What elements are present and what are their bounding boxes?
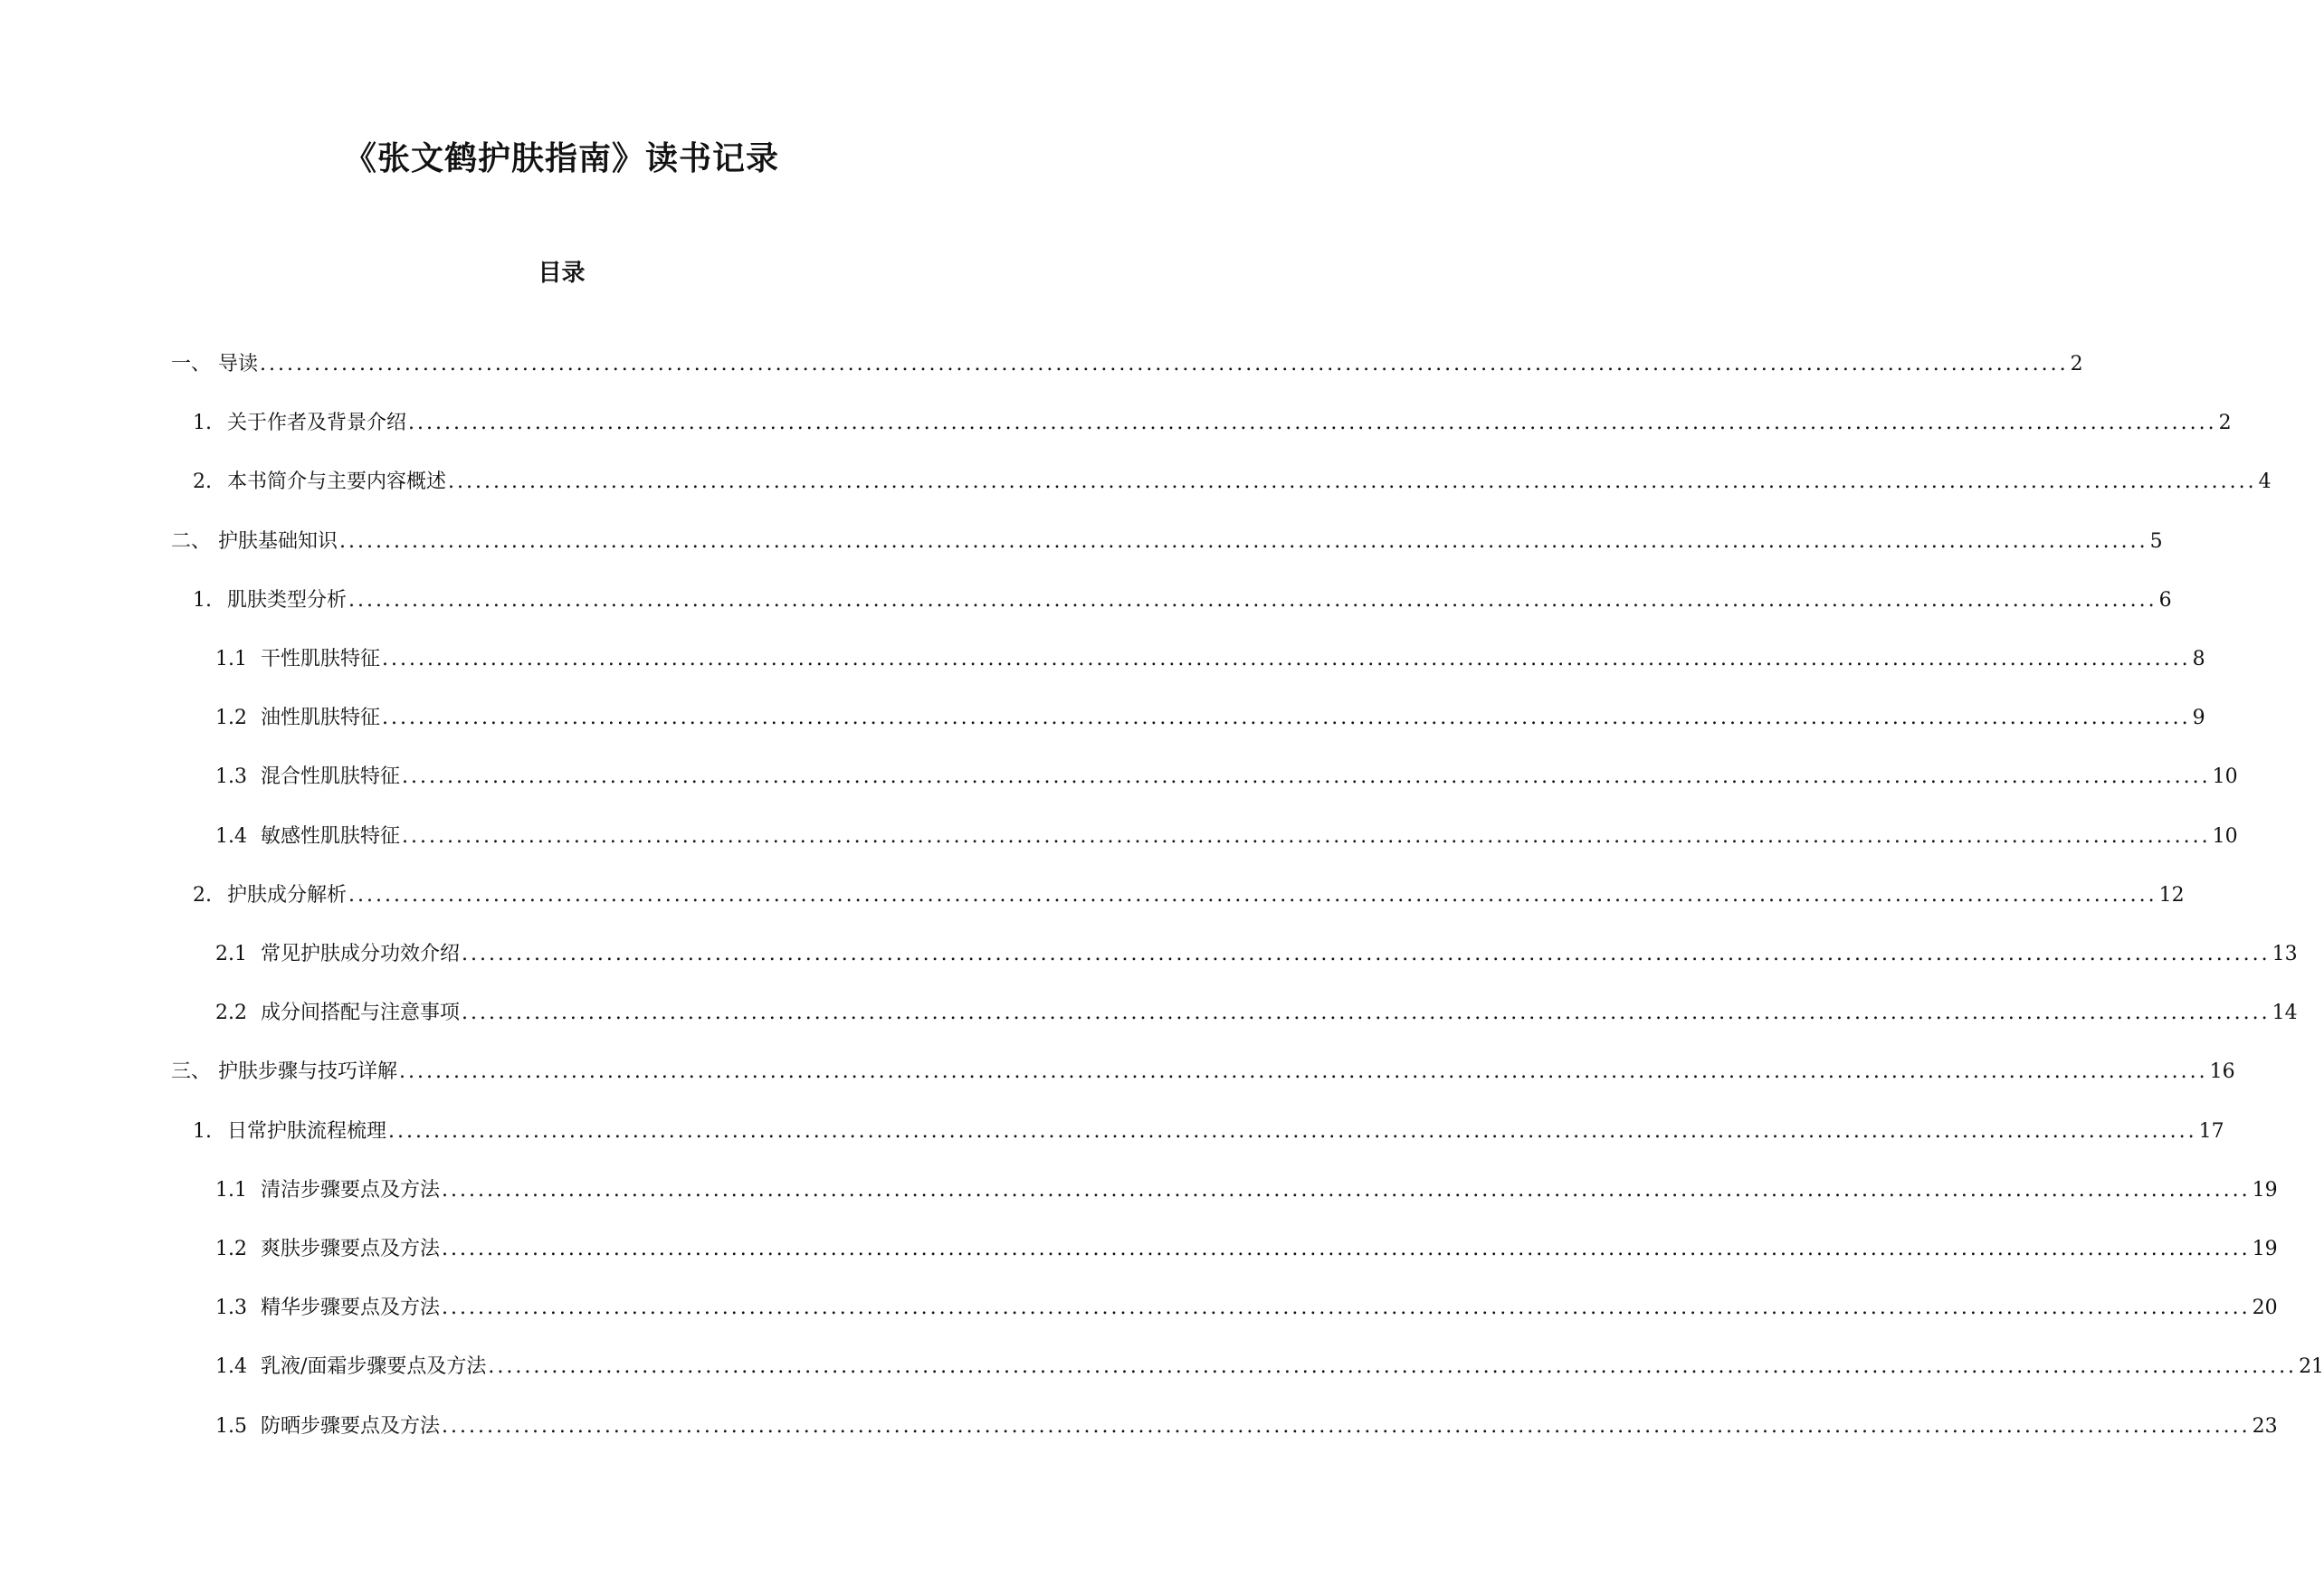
toc-entry-title: 混合性肌肤特征 (261, 765, 401, 789)
toc-entry[interactable] (193, 405, 2232, 442)
toc-entry-title: 干性肌肤特征 (261, 648, 381, 670)
toc-entry-number: 2.2 (215, 1002, 247, 1025)
toc-entry[interactable] (193, 1114, 2224, 1150)
toc-entry-title: 精华步骤要点及方法 (261, 1297, 441, 1320)
toc-entry-number: 2. (193, 883, 212, 907)
toc-leader-dots: ........................................................................................................................................................................................................ (388, 1119, 2197, 1143)
toc-entry[interactable] (215, 759, 2238, 795)
toc-entry-title: 成分间搭配与注意事项 (261, 1002, 461, 1025)
toc-entry[interactable] (171, 347, 2083, 383)
toc-entry-number: 2.1 (215, 943, 247, 965)
toc-entry-number: 1.3 (215, 765, 247, 789)
toc-entry-title: 油性肌肤特征 (261, 707, 381, 730)
toc-heading: 目录 (538, 260, 586, 287)
toc-leader-dots: ........................................................................................................................................................................................................ (408, 412, 2217, 435)
toc-entry-title: 导读 (218, 353, 259, 375)
toc-entry-title: 防晒步骤要点及方法 (261, 1414, 441, 1438)
toc-leader-dots: ........................................................................................................................................................................................................ (348, 588, 2157, 612)
toc-entry-number: 1.5 (215, 1414, 247, 1438)
toc-leader-dots: ........................................................................................................................................................................................................ (382, 707, 2191, 730)
toc-entry-title: 肌肤类型分析 (227, 588, 348, 612)
toc-entry[interactable] (215, 1231, 2278, 1268)
toc-entry[interactable] (215, 1173, 2278, 1209)
toc-entry-page: 14 (2272, 1002, 2298, 1025)
toc-entry-page: 16 (2209, 1060, 2235, 1084)
toc-leader-dots: ........................................................................................................................................................................................................ (462, 1002, 2271, 1025)
toc-entry[interactable] (215, 641, 2205, 678)
toc-entry[interactable] (215, 819, 2238, 855)
toc-entry-page: 19 (2252, 1178, 2278, 1202)
toc-entry-page: 21 (2299, 1355, 2324, 1379)
toc-entry[interactable] (215, 1290, 2278, 1326)
toc-entry-page: 13 (2272, 943, 2298, 965)
toc-entry[interactable] (215, 700, 2205, 736)
toc-entry-number: 1.3 (215, 1297, 247, 1320)
toc-leader-dots: ........................................................................................................................................................................................................ (442, 1238, 2251, 1260)
toc-leader-dots: ........................................................................................................................................................................................................ (442, 1178, 2251, 1202)
toc-entry-page: 5 (2149, 529, 2163, 553)
toc-entry[interactable] (215, 936, 2298, 973)
toc-leader-dots: ........................................................................................................................................................................................................ (442, 1414, 2251, 1438)
toc-leader-dots: ........................................................................................................................................................................................................ (399, 1060, 2208, 1084)
toc-entry-number: 1. (193, 588, 212, 612)
toc-entry-title: 爽肤步骤要点及方法 (261, 1238, 441, 1260)
toc-leader-dots: ........................................................................................................................................................................................................ (339, 529, 2148, 553)
toc-entry-number: 三、 (171, 1060, 212, 1084)
toc-entry[interactable] (193, 878, 2185, 914)
toc-entry-page: 12 (2158, 883, 2185, 907)
toc-leader-dots: ........................................................................................................................................................................................................ (462, 943, 2271, 965)
toc-entry-title: 护肤步骤与技巧详解 (218, 1060, 398, 1084)
toc-entry-title: 清洁步骤要点及方法 (261, 1178, 441, 1202)
toc-leader-dots: ........................................................................................................................................................................................................ (260, 353, 2069, 375)
toc-entry-number: 二、 (171, 529, 212, 553)
toc-entry-page: 8 (2192, 648, 2205, 670)
toc-entry-title: 护肤基础知识 (218, 529, 338, 553)
toc-leader-dots: ........................................................................................................................................................................................................ (348, 883, 2157, 907)
toc-leader-dots: ........................................................................................................................................................................................................ (402, 765, 2211, 789)
toc-entry-page: 2 (2218, 412, 2232, 435)
toc-entry-number: 1.2 (215, 707, 247, 730)
toc-entry-title: 乳液/面霜步骤要点及方法 (261, 1355, 487, 1379)
toc-entry-page: 9 (2192, 707, 2205, 730)
toc-entry-title: 敏感性肌肤特征 (261, 824, 401, 848)
toc-entry-page: 6 (2158, 588, 2172, 612)
toc-entry-number: 一、 (171, 353, 212, 375)
toc-entry[interactable] (215, 1349, 2324, 1385)
toc-entry-number: 2. (193, 470, 212, 494)
toc-entry-number: 1.2 (215, 1238, 247, 1260)
toc-entry-title: 关于作者及背景介绍 (227, 412, 407, 435)
toc-entry-page: 19 (2252, 1238, 2278, 1260)
toc-entry-number: 1.1 (215, 1178, 247, 1202)
toc-entry-number: 1.4 (215, 824, 247, 848)
toc-leader-dots: ........................................................................................................................................................................................................ (402, 824, 2211, 848)
toc-entry[interactable] (193, 583, 2172, 619)
toc-entry-title: 常见护肤成分功效介绍 (261, 943, 461, 965)
toc-entry-title: 日常护肤流程梳理 (227, 1119, 387, 1143)
toc-entry-page: 2 (2070, 353, 2083, 375)
toc-entry-page: 10 (2212, 824, 2238, 848)
document-title: 《张文鹤护肤指南》读书记录 (343, 139, 779, 177)
toc-leader-dots: ........................................................................................................................................................................................................ (442, 1297, 2251, 1320)
toc-leader-dots: ........................................................................................................................................................................................................ (488, 1355, 2298, 1379)
toc-leader-dots: ........................................................................................................................................................................................................ (448, 470, 2257, 494)
toc-entry[interactable] (171, 524, 2163, 560)
toc-entry[interactable] (215, 1409, 2278, 1445)
toc-entry-page: 4 (2258, 470, 2272, 494)
toc-entry-page: 20 (2252, 1297, 2278, 1320)
toc-entry-number: 1. (193, 412, 212, 435)
toc-entry-number: 1.1 (215, 648, 247, 670)
toc-entry-page: 17 (2198, 1119, 2224, 1143)
toc-entry[interactable] (171, 1054, 2235, 1090)
toc-entry-title: 本书简介与主要内容概述 (227, 470, 447, 494)
toc-entry-page: 10 (2212, 765, 2238, 789)
toc-leader-dots: ........................................................................................................................................................................................................ (382, 648, 2191, 670)
toc-entry-number: 1. (193, 1119, 212, 1143)
toc-entry-number: 1.4 (215, 1355, 247, 1379)
toc-entry[interactable] (215, 995, 2298, 1031)
toc-entry-title: 护肤成分解析 (227, 883, 348, 907)
toc-entry-page: 23 (2252, 1414, 2278, 1438)
toc-entry[interactable] (193, 464, 2272, 500)
